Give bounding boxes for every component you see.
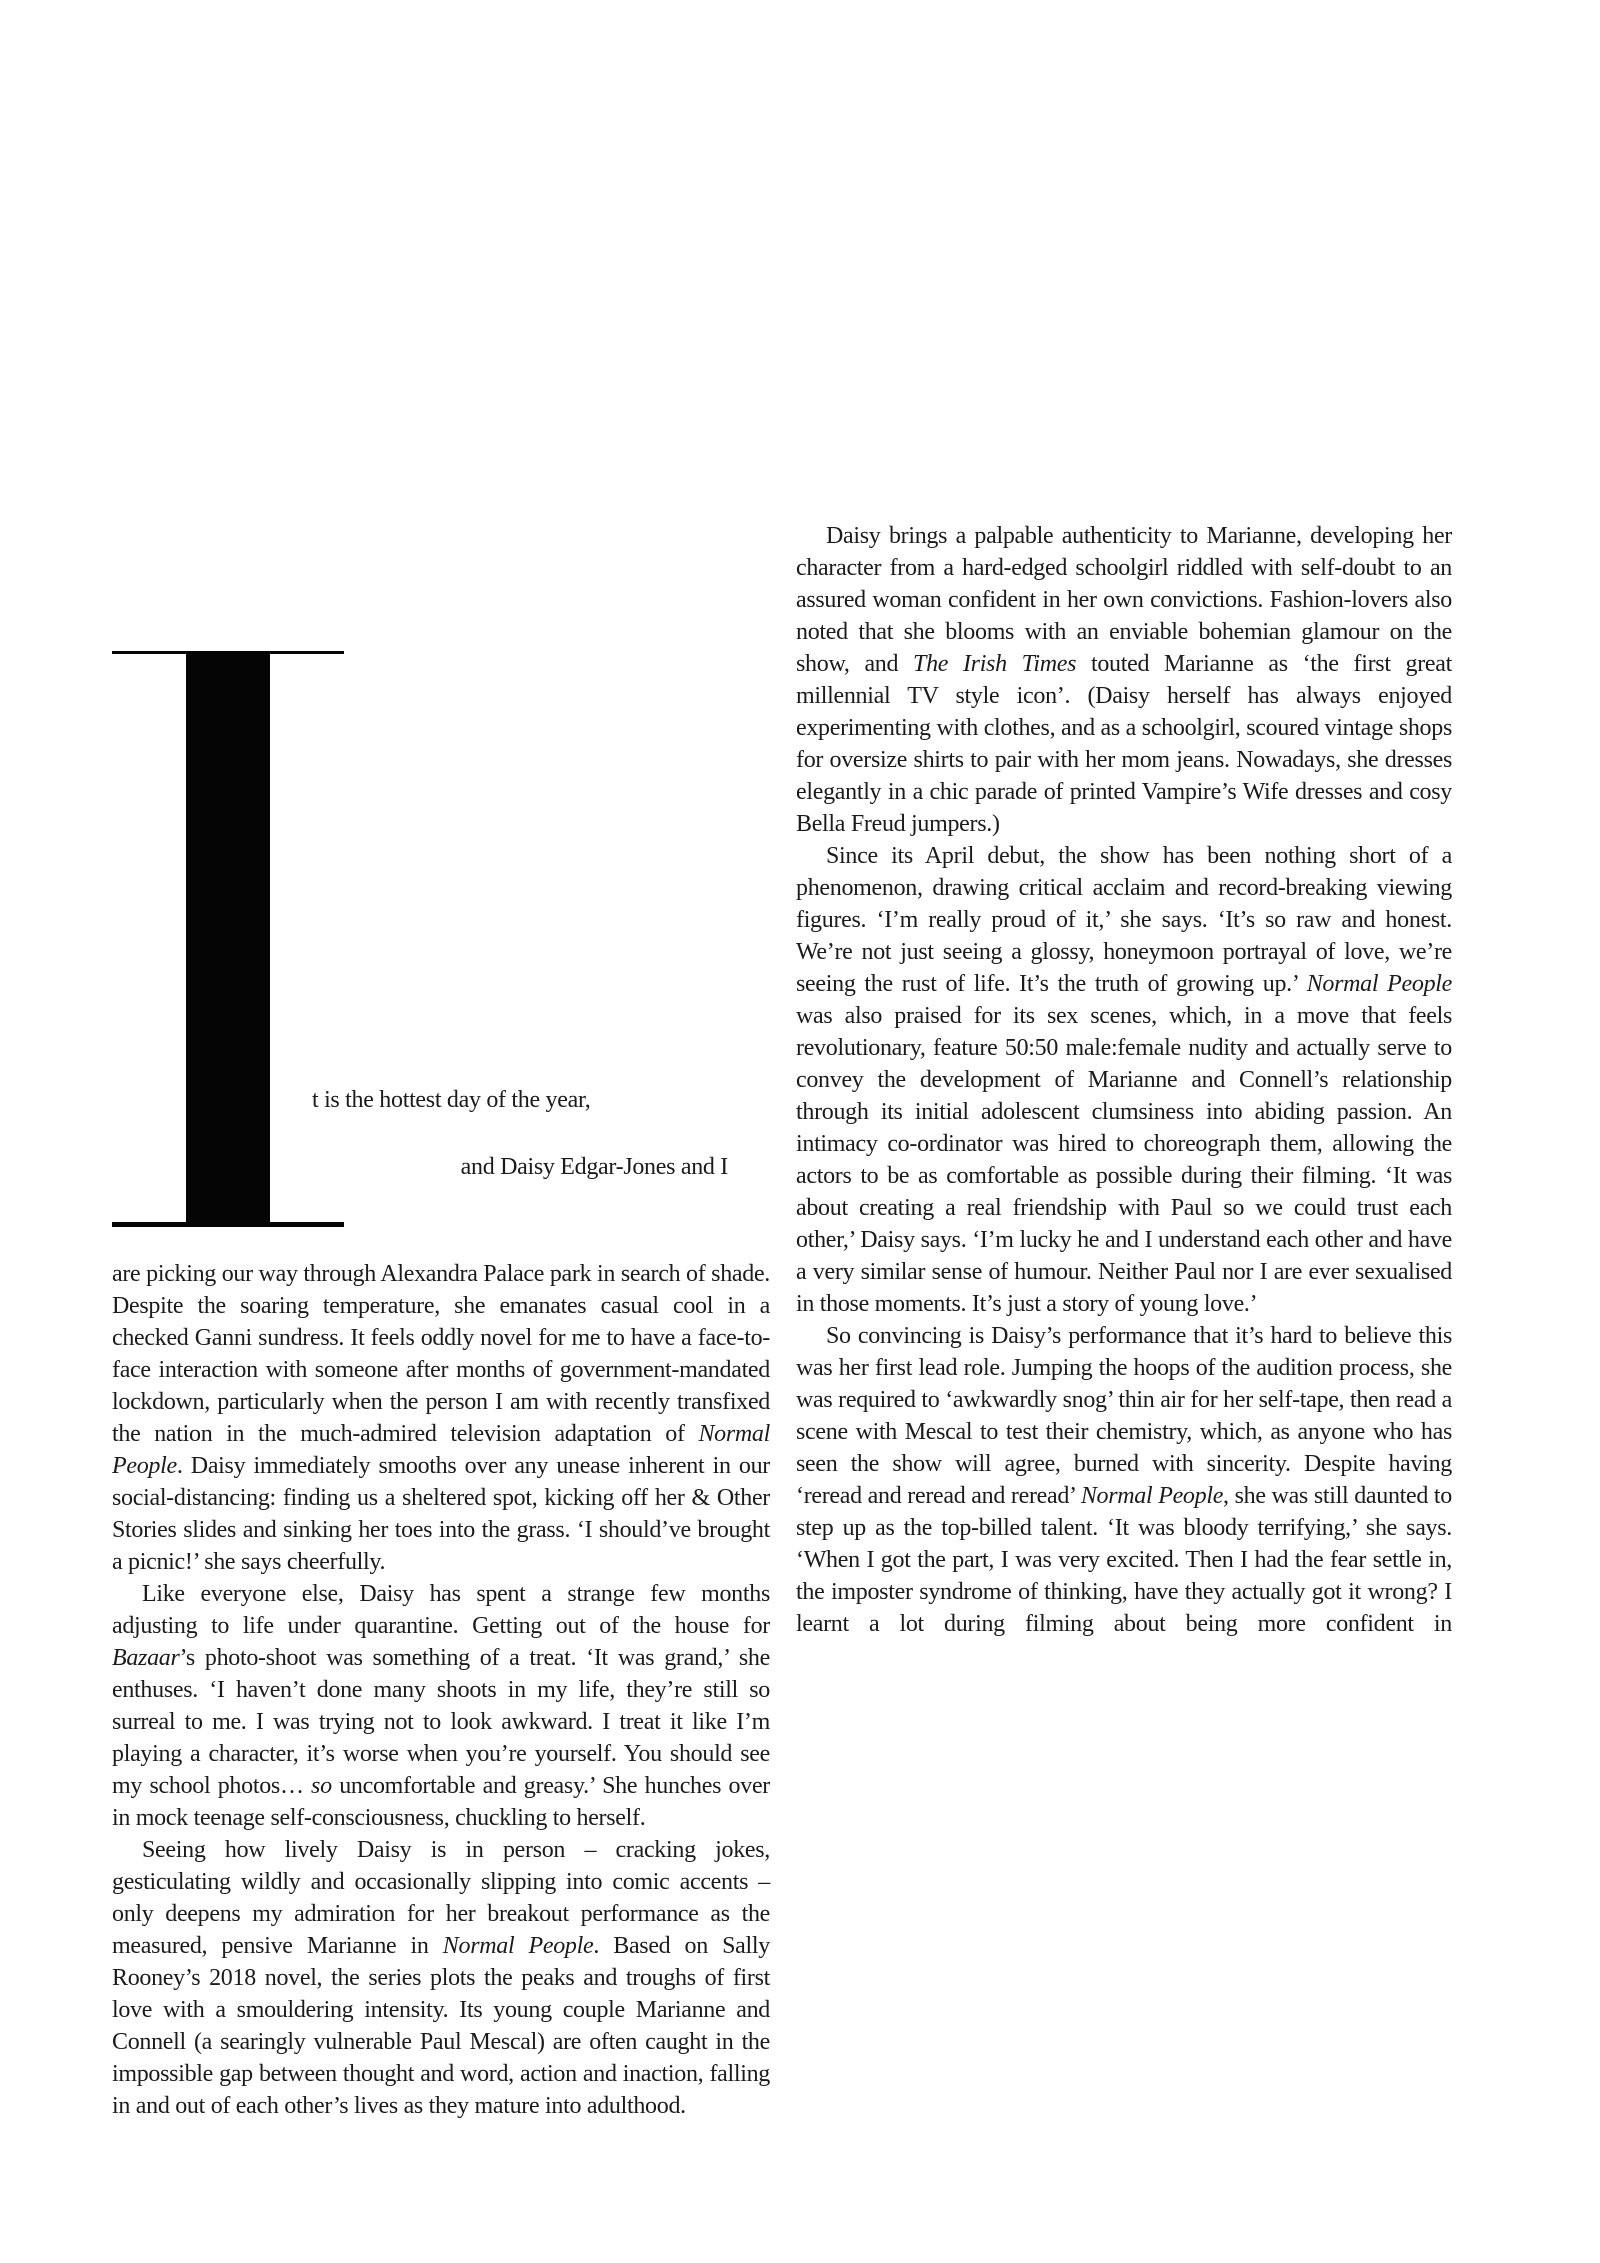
text-run: was also praised for its sex scenes, which, in a move that feels revolutionary, feature 50:50 male:female nudity and actually serve to convey the development of Marianne and Connell’s relationship through its initial adolescent clumsiness into abiding passion. An intimacy co-ordinator was hired to choreograph them, allowing the actors to be as comfortable as possible during their filming. ‘It was about creating a real friendship with Paul so we could trust each other,’ Daisy says. ‘I’m lucky he and I understand each other and have a very similar sense of humour. Neither Paul nor I are ever sexualised in those moments. It’s just a story of young love.’ bbox=[796, 1003, 1452, 1317]
paragraph bbox=[112, 1258, 770, 1578]
drop-cap-stem bbox=[186, 654, 270, 1222]
right-column bbox=[796, 520, 1452, 1640]
paragraph bbox=[112, 1834, 770, 2122]
paragraph bbox=[796, 840, 1452, 1320]
opening-line-1: t is the hottest day of the year, bbox=[312, 1087, 591, 1113]
text-run: ’s photo-shoot was something of a treat. ‘It was grand,’ she enthuses. ‘I haven’t done many shoots in my life, they’re still so surreal to me. I was trying not to look awkward. I treat it like I’m playing a character, it’s worse when you’re yourself. You should see my school photos… bbox=[112, 1645, 770, 1799]
italic-text-run: Bazaar bbox=[112, 1645, 180, 1671]
text-run: . Based on Sally Rooney’s 2018 novel, the series plots the peaks and troughs of first love with a smouldering intensity. Its young couple Marianne and Connell (a searingly vulnerable Paul Mescal) are often caught in the impossible gap between thought and word, action and inaction, falling in and out of each other’s lives as they mature into adulthood. bbox=[112, 1933, 770, 2119]
text-run: Like everyone else, Daisy has spent a strange few months adjusting to life under quarantine. Getting out of the house for bbox=[112, 1581, 770, 1639]
drop-cap-text bbox=[112, 654, 113, 655]
opening-line-2: and Daisy Edgar-Jones and I bbox=[460, 1154, 728, 1180]
italic-text-run: Normal People bbox=[1306, 971, 1452, 997]
paragraph bbox=[112, 1578, 770, 1834]
text-run: touted Marianne as ‘the first great millennial TV style icon’. (Daisy herself has always enjoyed experimenting with clothes, and as a schoolgirl, scoured vintage shops for oversize shirts to pair with her mom jeans. Nowadays, she dresses elegantly in a chic parade of printed Vampire’s Wife dresses and cosy Bella Freud jumpers.) bbox=[796, 651, 1453, 837]
text-run: Daisy brings a palpable authenticity to Marianne, developing her character from a hard-edged schoolgirl riddled with self-doubt to an assured woman confident in her own convictions. Fashion-lovers also noted that she blooms with an enviable bohemian glamour on the show, and bbox=[796, 523, 1452, 677]
text-run: uncomfortable and greasy.’ She hunches over in mock teenage self-consciousness, chuckling to herself. bbox=[112, 1773, 770, 1831]
paragraph bbox=[796, 520, 1452, 840]
italic-text-run: so bbox=[311, 1773, 332, 1799]
drop-cap-letter bbox=[112, 651, 344, 1227]
italic-text-run: Normal People bbox=[1080, 1483, 1224, 1509]
paragraph bbox=[796, 1320, 1452, 1640]
left-column bbox=[112, 1258, 770, 2122]
italic-text-run: Normal People bbox=[442, 1933, 594, 1959]
italic-text-run: Normal People bbox=[112, 1421, 770, 1479]
text-run: , she was still daunted to step up as the top-billed talent. ‘It was bloody terrifying,’ she says. ‘When I got the part, I was very excited. Then I had the fear settle in, the imposter syndrome of thinking, have they actually got it wrong? I learnt a lot during filming about being more confident in bbox=[796, 1483, 1452, 1637]
text-run: . Daisy immediately smooths over any unease inherent in our social-distancing: finding us a sheltered spot, kicking off her & Other Stories slides and sinking her toes into the grass. ‘I should’ve brought a picnic!’ she says cheerfully. bbox=[112, 1453, 770, 1575]
italic-text-run: The Irish Times bbox=[913, 651, 1077, 677]
text-run: Since its April debut, the show has been nothing short of a phenomenon, drawing critical acclaim and record-breaking viewing figures. ‘I’m really proud of it,’ she says. ‘It’s so raw and honest. We’re not just seeing a glossy, honeymoon portrayal of love, we’re seeing the rust of life. It’s the truth of growing up.’ bbox=[796, 843, 1452, 997]
text-run: Seeing how lively Daisy is in person – cracking jokes, gesticulating wildly and occasionally slipping into comic accents – only deepens my admiration for her breakout performance as the measured, pensive Marianne in bbox=[112, 1837, 770, 1959]
text-run: are picking our way through Alexandra Palace park in search of shade. Despite the soaring temperature, she emanates casual cool in a checked Ganni sundress. It feels oddly novel for me to have a face-to-face interaction with someone after months of government-mandated lockdown, particularly when the person I am with recently transfixed the nation in the much-admired television adaptation of bbox=[112, 1261, 770, 1447]
text-run: So convincing is Daisy’s performance that it’s hard to believe this was her first lead role. Jumping the hoops of the audition process, she was required to ‘awkwardly snog’ thin air for her self-tape, then read a scene with Mescal to test their chemistry, which, as anyone who has seen the show will agree, burned with sincerity. Despite having ‘reread and reread and reread’ bbox=[796, 1323, 1452, 1509]
